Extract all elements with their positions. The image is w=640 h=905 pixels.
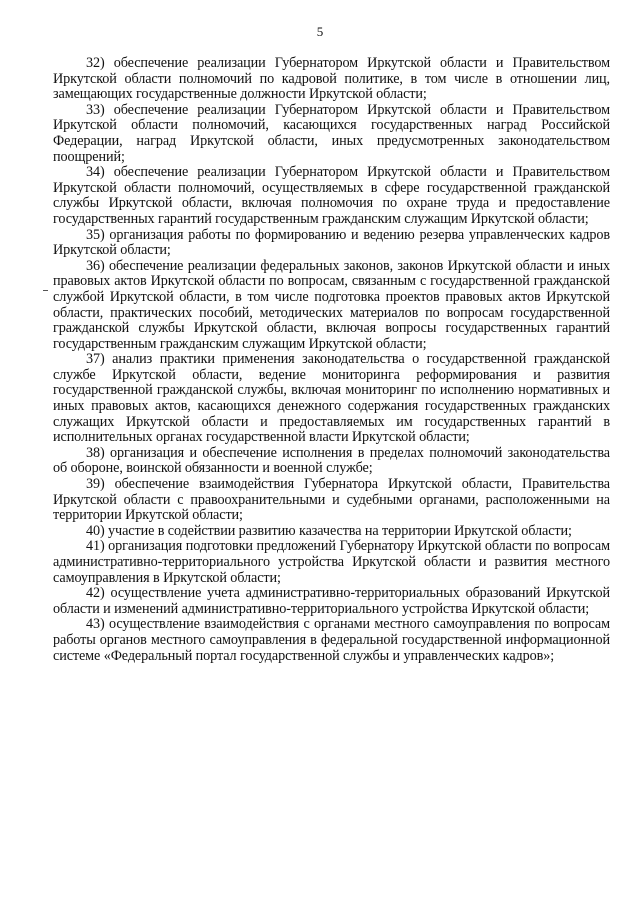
list-item: 35) организация работы по формированию и ведению резерва управленческих кадров Иркутской области; bbox=[53, 226, 610, 259]
page-number: 5 bbox=[316, 24, 324, 39]
list-item: 42) осуществление учета административно-территориальных образований Иркутской области и изменений административно-территориального устройства Иркутской области; bbox=[53, 585, 610, 617]
list-item: 43) осуществление взаимодействия с органами местного самоуправления по вопросам работы органов местного самоуправления в федеральной государственной информационной системе «Федеральный портал государственной службы и управленческих кадров»; bbox=[53, 616, 610, 664]
list-item: 38) организация и обеспечение исполнения в пределах полномочий законодательства об обороне, воинской обязанности и военной службе; bbox=[53, 444, 610, 477]
list-item: 36) обеспечение реализации федеральных законов, законов Иркутской области и иных правовых актов Иркутской области по вопросам, связанным с государственной гражданской службой Иркутской области, в том числе подготовка проектов правовых актов Иркутской области, практических пособий, методических материалов по вопросам государственной гражданской службы Иркутской области, включая вопросы государственных гарантий государственным гражданским служащим Иркутской области; bbox=[53, 257, 610, 352]
list-item: 32) обеспечение реализации Губернатором Иркутской области и Правительством Иркутской области полномочий по кадровой политике, в том числе в отношении лиц, замещающих государственные должности Иркутской области; bbox=[53, 55, 610, 103]
margin-mark bbox=[43, 290, 48, 291]
list-item: 40) участие в содействии развитию казачества на территории Иркутской области; bbox=[86, 522, 572, 539]
list-item: 34) обеспечение реализации Губернатором Иркутской области и Правительством Иркутской области полномочий, осуществляемых в сфере государственной гражданской службы Иркутской области, включая полномочия по охране труда и предоставление государственных гарантий государственным гражданским служащим Иркутской области; bbox=[53, 164, 610, 227]
list-item: 41) организация подготовки предложений Губернатору Иркутской области по вопросам административно-территориального устройства Иркутской области и развития местного самоуправления в Иркутской области; bbox=[53, 538, 610, 586]
list-item: 33) обеспечение реализации Губернатором Иркутской области и Правительством Иркутской области полномочий, касающихся государственных наград Российской Федерации, наград Иркутской области, иных предусмотренных законодательством поощрений; bbox=[53, 101, 610, 165]
document-body bbox=[53, 56, 610, 664]
list-item: 37) анализ практики применения законодательства о государственной гражданской службе Иркутской области, ведение мониторинга реформирования и развития государственной гражданской службы, включая мониторинг по исполнению нормативных и иных правовых актов, касающихся денежного содержания государственных гражданских служащих Иркутской области и предоставляемых им государственных гарантий в исполнительных органах государственной власти Иркутской области; bbox=[53, 351, 610, 446]
list-item: 39) обеспечение взаимодействия Губернатора Иркутской области, Правительства Иркутской области с правоохранительными и судебными органами, расположенными на территории Иркутской области; bbox=[53, 476, 610, 524]
